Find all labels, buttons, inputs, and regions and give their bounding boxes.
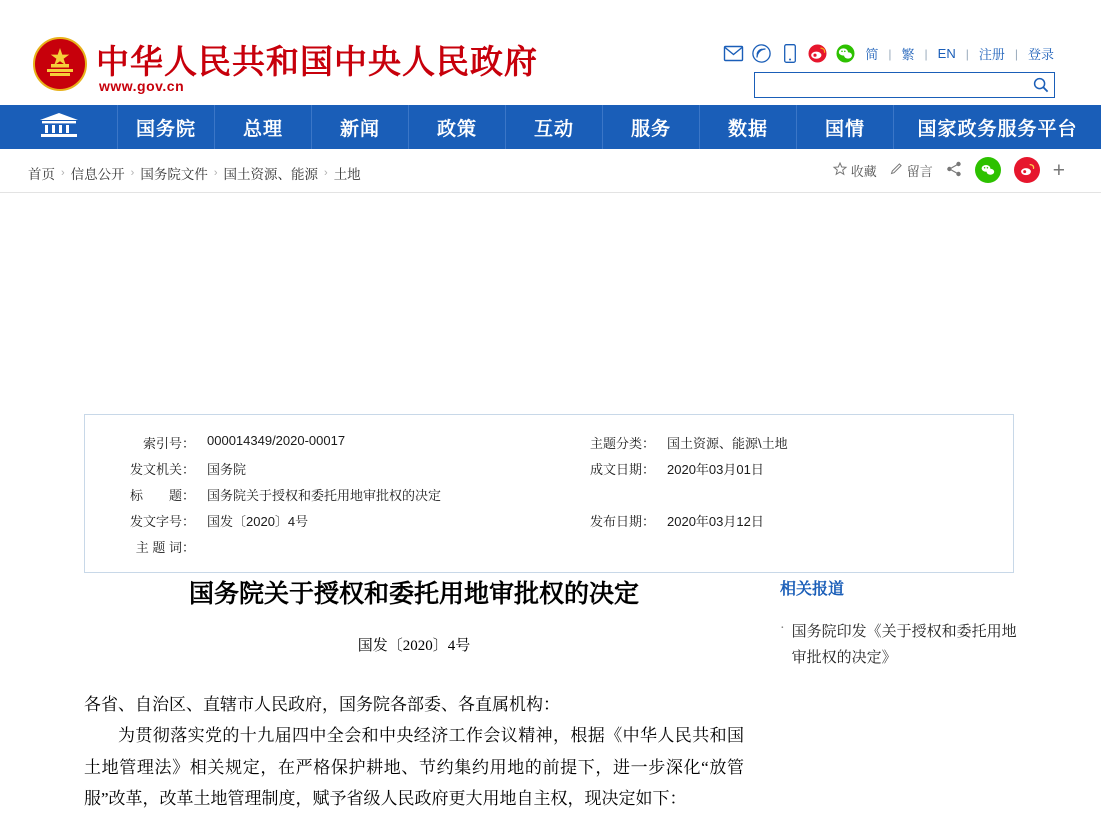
meta-label-title: 标 题： — [129, 488, 195, 503]
breadcrumb-separator: › — [130, 167, 135, 179]
related-reports-panel — [780, 576, 1030, 672]
breadcrumb-item-land[interactable]: 土地 — [333, 167, 361, 182]
document-paragraph: 为贯彻落实党的十九届四中全会和中央经济工作会议精神，根据《中华人民共和国土地管理法》相关规定，在严格保护耕地、节约集约用地的前提下，进一步深化“放管服”改革，改革土地管理制度，赋予省级人民政府更大用地自主权，现决定如下： — [84, 726, 744, 809]
nav-item-zongli[interactable]: 总理 — [215, 105, 312, 149]
meta-value-category: 国土资源、能源\土地 — [667, 436, 788, 451]
nav-item-guoqing[interactable]: 国情 — [797, 105, 894, 149]
site-url: www.gov.cn — [99, 78, 185, 94]
separator: | — [965, 46, 969, 61]
breadcrumb-separator: › — [213, 167, 218, 179]
main-nav — [0, 105, 1101, 149]
meta-value-title: 国务院关于授权和委托用地审批权的决定 — [207, 488, 442, 503]
breadcrumb — [28, 163, 361, 183]
article-tools — [833, 157, 1065, 183]
breadcrumb-separator: › — [61, 167, 65, 179]
nav-item-hudong[interactable]: 互动 — [506, 105, 603, 149]
meta-label-index: 索引号： — [142, 436, 195, 451]
mobile-icon[interactable] — [780, 44, 799, 63]
meta-value-written-date: 2020年03月01日 — [667, 462, 764, 477]
lang-traditional[interactable]: 繁 — [901, 47, 915, 62]
meta-value-docnum: 国发〔2020〕4号 — [207, 514, 309, 529]
separator: | — [924, 46, 928, 61]
separator: | — [888, 46, 892, 61]
nav-item-zhengce[interactable]: 政策 — [409, 105, 506, 149]
rss-icon[interactable] — [752, 44, 771, 63]
search-icon[interactable] — [1028, 73, 1054, 97]
related-report-link[interactable]: 国务院印发《关于授权和委托用地审批权的决定》 — [791, 624, 1017, 667]
document-number: 国发〔2020〕4号 — [357, 638, 471, 654]
star-icon — [833, 162, 847, 179]
favorite-label: 收藏 — [850, 163, 877, 179]
share-icon — [946, 161, 962, 180]
weibo-icon[interactable] — [808, 44, 827, 63]
document-paragraph: 各省、自治区、直辖市人民政府，国务院各部委、各直属机构： — [84, 695, 560, 714]
more-share-button[interactable]: + — [1052, 158, 1065, 182]
separator: | — [1014, 46, 1018, 61]
meta-label-docnum: 发文字号： — [129, 514, 195, 529]
meta-value-issuer: 国务院 — [207, 462, 247, 477]
nav-item-service-platform[interactable]: 国家政务服务平台 — [917, 118, 1078, 140]
site-header — [0, 0, 1101, 105]
nav-item-fuwu[interactable]: 服务 — [603, 105, 700, 149]
breadcrumb-item-home[interactable]: 首页 — [28, 167, 55, 182]
page-title: 国务院关于授权和委托用地审批权的决定 — [188, 581, 639, 608]
meta-label-keywords: 主 题 词： — [135, 540, 195, 555]
bullet-icon: · — [780, 621, 785, 636]
meta-label-publish-date: 发布日期： — [589, 514, 655, 529]
message-button[interactable] — [890, 161, 933, 180]
favorite-button[interactable] — [833, 161, 877, 180]
site-title: 中华人民共和国中央人民政府 — [96, 45, 538, 81]
register-link[interactable]: 注册 — [978, 47, 1005, 62]
nav-item-shuju[interactable]: 数据 — [700, 105, 797, 149]
national-emblem-icon — [32, 36, 88, 92]
lang-english[interactable]: EN — [937, 46, 956, 61]
meta-label-empty-1 — [547, 485, 667, 504]
meta-label-category: 主题分类： — [589, 436, 655, 451]
breadcrumb-separator: › — [324, 167, 328, 179]
breadcrumb-item-statecouncil-docs[interactable]: 国务院文件 — [140, 167, 208, 182]
nav-home-button[interactable] — [0, 105, 118, 149]
message-label: 留言 — [906, 163, 933, 179]
search-input[interactable] — [755, 74, 1028, 96]
meta-label-issuer: 发文机关： — [129, 462, 195, 477]
document-article — [84, 577, 744, 815]
meta-value-publish-date: 2020年03月12日 — [667, 514, 764, 529]
nav-item-guowuyuan[interactable]: 国务院 — [118, 105, 215, 149]
related-reports-list — [780, 619, 1030, 672]
login-link[interactable]: 登录 — [1027, 47, 1054, 62]
breadcrumb-bar — [0, 149, 1101, 193]
content-area — [0, 193, 1101, 809]
meta-value-index: 000014349/2020-00017 — [207, 433, 346, 448]
related-reports-title: 相关报道 — [780, 581, 845, 598]
nav-item-xinwen[interactable]: 新闻 — [312, 105, 409, 149]
meta-value-empty-1 — [667, 485, 1013, 504]
share-button[interactable] — [946, 161, 962, 180]
meta-value-keywords — [207, 537, 547, 556]
weibo-share-icon[interactable] — [1014, 157, 1040, 183]
breadcrumb-item-land-energy[interactable]: 国土资源、能源 — [223, 167, 319, 182]
breadcrumb-item-disclosure[interactable]: 信息公开 — [70, 167, 125, 182]
document-body — [84, 689, 744, 815]
lang-simplified[interactable]: 简 — [865, 47, 879, 62]
wechat-icon[interactable] — [836, 44, 855, 63]
pencil-icon — [890, 162, 903, 178]
mail-icon[interactable] — [724, 44, 743, 63]
meta-value-empty-2 — [667, 537, 1013, 556]
gate-home-icon — [36, 111, 82, 144]
meta-label-empty-2 — [547, 537, 667, 556]
meta-label-written-date: 成文日期： — [589, 462, 655, 477]
header-utility-bar — [724, 44, 1055, 63]
search-box[interactable] — [754, 72, 1055, 98]
list-item[interactable] — [780, 619, 1030, 672]
wechat-share-icon[interactable] — [975, 157, 1001, 183]
document-meta-table — [84, 414, 1014, 573]
